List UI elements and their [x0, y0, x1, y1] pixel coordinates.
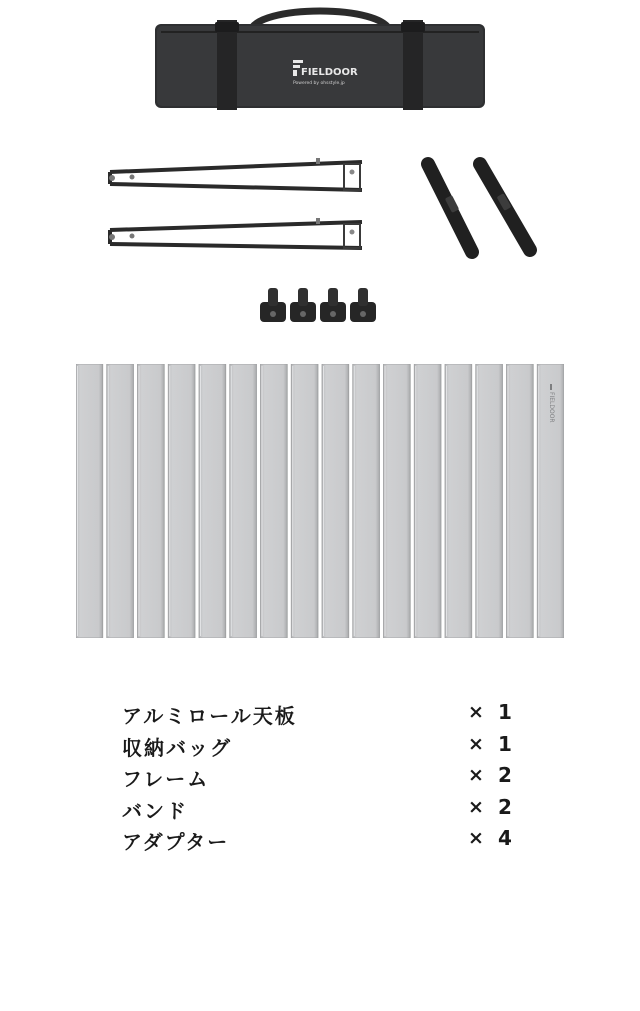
tabletop-slat: [353, 364, 380, 638]
adapter-2: [290, 288, 316, 322]
tabletop-slat: [445, 364, 472, 638]
adapter-1: [260, 288, 286, 322]
tabletop-slat: [291, 364, 318, 638]
tabletop-slat: [322, 364, 349, 638]
frame-1: [109, 158, 362, 190]
item-name: フレーム: [122, 767, 210, 791]
tabletop-slat: [138, 364, 165, 638]
aluminum-roll-tabletop-image: [76, 364, 564, 638]
item-name: アダプター: [122, 830, 230, 854]
item-quantity: 2: [498, 794, 512, 819]
item-quantity: 4: [498, 826, 512, 850]
tabletop-slat: [261, 364, 288, 638]
tabletop-slat: [507, 364, 534, 638]
list-item: [122, 763, 522, 795]
tabletop-slat: [107, 364, 134, 638]
tabletop-slat: [384, 364, 411, 638]
list-item: [122, 700, 522, 732]
tabletop-slat: [476, 364, 503, 638]
list-item: [122, 826, 522, 858]
contents-list: [122, 700, 522, 858]
item-name: バンド: [122, 798, 188, 823]
list-item: [122, 795, 522, 827]
item-quantity: 1: [498, 700, 512, 724]
adapters-image: [258, 286, 382, 326]
multiply-sign: ×: [468, 732, 484, 755]
multiply-sign: ×: [468, 764, 484, 786]
strap-1: [428, 164, 472, 252]
strap-bands-image: [418, 156, 543, 260]
bag-logo-sub: Powered by ohsstyle.jp: [293, 81, 345, 86]
frame-2: [109, 218, 362, 248]
tabletop-logo-text: FIELDOOR: [548, 392, 555, 423]
adapter-3: [320, 288, 346, 322]
tabletop-slat: [230, 364, 257, 638]
tabletop-slat: [168, 364, 195, 638]
frame-legs-image: [104, 152, 368, 260]
tabletop-slat: [76, 364, 103, 638]
adapter-4: [350, 288, 376, 322]
list-item: [122, 732, 522, 764]
tabletop-slat: [199, 364, 226, 638]
multiply-sign: ×: [468, 827, 484, 849]
bag-logo-text: FIELDOOR: [301, 67, 358, 78]
item-quantity: 1: [498, 731, 512, 756]
storage-bag-image: [155, 2, 485, 110]
tabletop-slat: [414, 364, 441, 638]
multiply-sign: ×: [468, 795, 484, 818]
item-name: 収納バッグ: [122, 735, 232, 760]
strap-2: [480, 164, 530, 250]
item-name: アルミロール天板: [122, 704, 297, 728]
multiply-sign: ×: [468, 701, 484, 723]
item-quantity: 2: [498, 763, 512, 787]
